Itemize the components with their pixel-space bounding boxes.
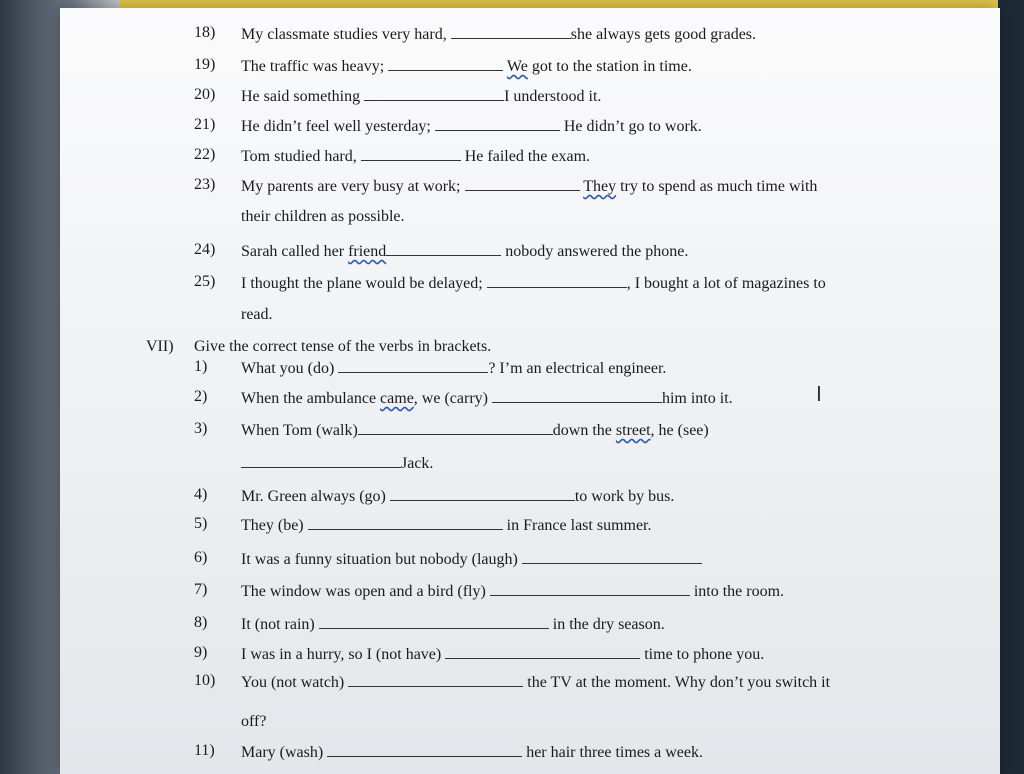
exercise-line	[241, 453, 433, 473]
item-number: 4)	[194, 486, 208, 503]
line-text: , he (see)	[650, 422, 709, 439]
answer-blank[interactable]	[465, 176, 580, 191]
line-text: What you (do)	[241, 360, 339, 377]
answer-blank[interactable]	[319, 614, 549, 629]
screen-right-edge	[998, 0, 1024, 774]
answer-blank[interactable]	[386, 241, 501, 256]
exercise-line	[241, 146, 590, 166]
exercise-line	[241, 24, 756, 44]
line-text: I was in a hurry, so I (not have)	[241, 646, 446, 663]
line-text: nobody answered the phone.	[501, 243, 689, 260]
item-number: 8)	[194, 614, 208, 631]
line-text: It (not rain)	[241, 616, 319, 633]
line-text: He said something	[241, 88, 365, 105]
line-text: The window was open and a bird (fly)	[241, 583, 490, 600]
line-text: I thought the plane would be delayed;	[241, 275, 487, 292]
exercise-line	[241, 672, 830, 692]
section-title: Give the correct tense of the verbs in brackets.	[194, 338, 492, 355]
answer-blank[interactable]	[361, 146, 461, 161]
answer-blank[interactable]	[522, 549, 702, 564]
exercise-line	[241, 420, 709, 440]
line-text: ? I’m an electrical engineer.	[488, 360, 667, 377]
item-number: 21)	[194, 116, 216, 133]
exercise-line	[241, 515, 652, 535]
line-text: It was a funny situation but nobody (laugh)	[241, 551, 522, 568]
item-number: 23)	[194, 176, 216, 193]
exercise-line	[241, 176, 817, 196]
exercise-line	[241, 549, 702, 569]
exercise-line	[241, 742, 703, 762]
line-text: He didn’t go to work.	[559, 118, 702, 135]
line-text: the TV at the moment. Why don’t you switch it	[523, 674, 831, 691]
item-number: 10)	[194, 672, 216, 689]
item-number: 6)	[194, 549, 208, 566]
item-number: 22)	[194, 146, 216, 163]
spellcheck-word: came	[380, 390, 414, 407]
line-text: into the room.	[689, 583, 785, 600]
answer-blank[interactable]	[490, 581, 690, 596]
line-text: she always gets good grades.	[570, 26, 757, 43]
item-number: 25)	[194, 273, 216, 290]
answer-blank[interactable]	[492, 388, 662, 403]
spellcheck-word: street	[615, 422, 651, 439]
exercise-line	[241, 358, 666, 378]
text-cursor-icon: Ι	[816, 382, 822, 406]
answer-blank[interactable]	[445, 644, 640, 659]
item-number: 9)	[194, 644, 208, 661]
item-number: 3)	[194, 420, 208, 437]
item-number: 18)	[194, 24, 216, 41]
answer-blank[interactable]	[451, 24, 571, 39]
answer-blank[interactable]	[364, 86, 504, 101]
item-number: 2)	[194, 388, 208, 405]
spellcheck-word: They	[583, 178, 617, 195]
exercise-line	[241, 56, 692, 76]
answer-blank[interactable]	[388, 56, 503, 71]
line-text: I understood it.	[504, 88, 602, 105]
exercise-line	[241, 644, 764, 664]
line-text: The traffic was heavy;	[241, 58, 389, 75]
line-text: Sarah called her	[241, 243, 349, 260]
line-text: time to phone you.	[640, 646, 765, 663]
exercise-line	[241, 486, 674, 506]
line-text: When the ambulance	[241, 390, 381, 407]
line-text: , I bought a lot of magazines to	[626, 275, 826, 292]
item-number: 1)	[194, 358, 208, 375]
answer-blank[interactable]	[487, 273, 627, 288]
line-text: to work by bus.	[574, 488, 675, 505]
exercise-line	[241, 208, 405, 226]
line-text: Tom studied hard,	[241, 148, 361, 165]
line-text: down the	[552, 422, 616, 439]
line-text: try to spend as much time with	[616, 178, 818, 195]
item-number: 11)	[194, 742, 215, 759]
item-number: 7)	[194, 581, 208, 598]
line-text: He didn’t feel well yesterday;	[241, 118, 435, 135]
item-number: 20)	[194, 86, 216, 103]
spellcheck-word: We	[506, 58, 528, 75]
answer-blank[interactable]	[241, 453, 401, 468]
exercise-line	[241, 713, 266, 731]
answer-blank[interactable]	[435, 116, 560, 131]
line-text: got to the station in time.	[527, 58, 692, 75]
line-text: My classmate studies very hard,	[241, 26, 451, 43]
answer-blank[interactable]	[348, 672, 523, 687]
item-number: 24)	[194, 241, 216, 258]
line-text: You (not watch)	[241, 674, 349, 691]
answer-blank[interactable]	[338, 358, 488, 373]
exercise-line	[241, 116, 702, 136]
answer-blank[interactable]	[327, 742, 522, 757]
answer-blank[interactable]	[358, 420, 553, 435]
line-text: When Tom (walk)	[241, 422, 358, 439]
item-number: 5)	[194, 515, 208, 532]
answer-blank[interactable]	[308, 515, 503, 530]
line-text: He failed the exam.	[460, 148, 591, 165]
exercise-line	[241, 388, 733, 408]
line-text: in France last summer.	[502, 517, 652, 534]
line-text: their children as possible.	[241, 208, 405, 225]
line-text: in the dry season.	[548, 616, 665, 633]
line-text: off?	[241, 713, 267, 730]
line-text: him into it.	[661, 390, 733, 407]
exercise-line	[241, 614, 665, 634]
line-text: My parents are very busy at work;	[241, 178, 465, 195]
line-text: Mr. Green always (go)	[241, 488, 390, 505]
exercise-line	[241, 306, 273, 324]
exercise-line	[241, 273, 826, 293]
section-label: VII)	[146, 338, 174, 355]
spellcheck-word: friend	[348, 243, 387, 260]
item-number: 19)	[194, 56, 216, 73]
line-text: read.	[241, 306, 273, 323]
exercise-line	[241, 241, 688, 261]
line-text: her hair three times a week.	[522, 744, 704, 761]
exercise-line	[241, 86, 601, 106]
line-text: Jack.	[401, 455, 434, 472]
answer-blank[interactable]	[390, 486, 575, 501]
line-text: Mary (wash)	[241, 744, 328, 761]
monitor-bezel-top	[0, 0, 1024, 8]
line-text: , we (carry)	[413, 390, 492, 407]
line-text: They (be)	[241, 517, 308, 534]
exercise-line	[241, 581, 784, 601]
